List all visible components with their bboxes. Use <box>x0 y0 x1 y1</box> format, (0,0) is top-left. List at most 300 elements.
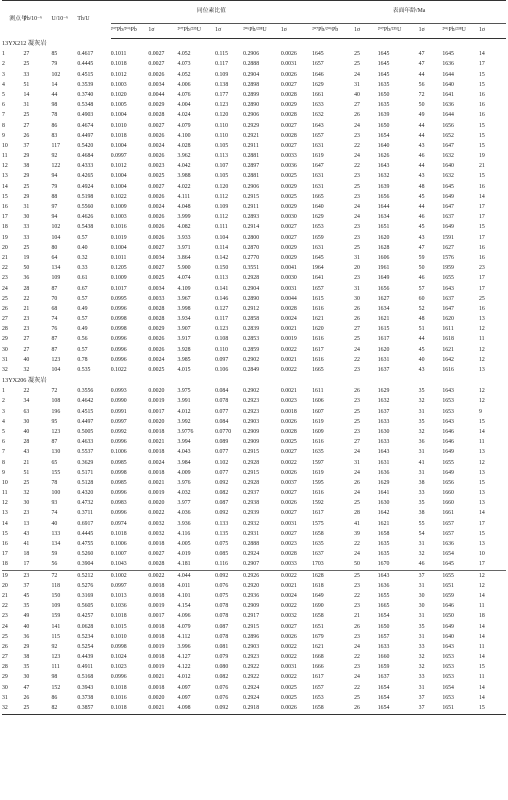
table-cell: 3.988 <box>177 173 191 180</box>
table-cell: 0.0029 <box>280 254 297 261</box>
table-cell: 47 <box>418 244 425 251</box>
table-cell: 0.2870 <box>243 244 260 251</box>
table-cell: 0.077 <box>215 469 229 476</box>
table-cell: 0.0032 <box>148 530 165 537</box>
table-cell: 0.2903 <box>243 643 260 650</box>
table-cell: 0.078 <box>215 613 229 620</box>
table-cell: 102 <box>51 224 61 231</box>
table-cell: 1636 <box>377 582 390 589</box>
table-cell: 0.104 <box>215 234 229 241</box>
table-cell: 1654 <box>377 684 390 691</box>
table-cell: 12 <box>478 459 485 466</box>
table-cell: 0.097 <box>215 356 229 363</box>
table-cell: 0.0024 <box>280 316 297 323</box>
table-cell: 1645 <box>442 561 454 568</box>
table-cell: 1646 <box>442 603 454 610</box>
table-cell: 0.0020 <box>148 418 165 425</box>
table-cell: 31 <box>418 449 425 456</box>
table-cell: 0.5537 <box>77 449 94 456</box>
table-cell: 17 <box>478 61 485 68</box>
table-cell: 0.2922 <box>243 664 260 671</box>
table-cell: 24 <box>354 469 360 476</box>
table-cell: 56 <box>418 81 425 88</box>
table-cell: 0.112 <box>215 214 228 221</box>
table-cell: 92 <box>51 643 58 650</box>
table-cell: 76 <box>51 326 58 333</box>
table-cell: 0.2936 <box>243 592 260 599</box>
table-cell: 0.0033 <box>148 295 165 302</box>
table-cell: 0.0997 <box>110 153 127 160</box>
table-cell: 22 <box>354 654 360 661</box>
table-cell: 50 <box>418 102 425 109</box>
table-cell: 1620 <box>312 326 324 333</box>
table-cell: 23 <box>354 132 360 139</box>
table-cell: 1597 <box>312 459 324 466</box>
table-cell: 0.0985 <box>110 479 127 486</box>
table-cell: 0.084 <box>215 388 229 395</box>
table-cell: 43 <box>418 234 425 241</box>
table-cell: 14 <box>478 654 485 661</box>
table-cell: 97 <box>51 204 58 210</box>
table-cell: 1679 <box>312 633 324 640</box>
table-cell: 0.2888 <box>243 541 260 547</box>
table-cell: 26 <box>354 388 360 395</box>
table-cell: 1641 <box>442 91 454 98</box>
table-cell: 0.2922 <box>243 674 260 681</box>
table-cell: 0.0021 <box>148 674 165 681</box>
table-cell: 14 <box>478 193 485 200</box>
table-cell: 13 <box>478 469 485 476</box>
table-cell: 0.0021 <box>280 356 297 363</box>
table-cell: 0.0027 <box>280 122 297 129</box>
table-cell: 49 <box>418 112 425 119</box>
table-cell: 26 <box>2 643 8 650</box>
table-cell: 3.984 <box>177 459 191 466</box>
table-cell: 0.5171 <box>77 469 94 476</box>
table-cell: 0.0027 <box>280 224 297 231</box>
table-cell: 10 <box>2 479 8 486</box>
table-cell: 43 <box>418 173 425 180</box>
table-cell: 0.0033 <box>280 561 297 568</box>
table-cell: 1640 <box>442 163 454 170</box>
table-cell: 32 <box>2 704 24 715</box>
table-cell: 1659 <box>442 592 454 599</box>
table-cell: 0.0998 <box>110 326 127 333</box>
table-cell: 1609 <box>312 428 324 435</box>
table-cell: 0.0025 <box>280 694 297 701</box>
table-cell: 0.113 <box>215 153 228 160</box>
table-cell: 0.0026 <box>148 346 165 353</box>
table-cell: 33 <box>418 674 425 681</box>
table-cell: 0.0996 <box>110 336 127 343</box>
table-cell: 57 <box>418 285 425 292</box>
table-cell: 0.0025 <box>148 173 165 180</box>
table-cell: 1651 <box>312 623 324 630</box>
table-cell: 2 <box>2 398 5 405</box>
table-row <box>2 60 506 70</box>
table-cell: 0.4633 <box>77 439 94 446</box>
table-cell: 0.0018 <box>148 449 165 456</box>
table-cell: 31 <box>2 694 8 701</box>
table-cell: 0.2906 <box>243 112 260 119</box>
table-cell: 4.019 <box>177 551 191 558</box>
table-cell: 1631 <box>377 459 390 466</box>
table-cell: 26 <box>354 316 360 323</box>
table-row <box>2 633 506 643</box>
table-cell: 0.117 <box>215 316 228 323</box>
table-cell: 23 <box>2 275 8 282</box>
table-cell: 1658 <box>377 530 390 537</box>
table-cell: 0.0017 <box>148 613 165 620</box>
table-cell: 21 <box>23 459 30 466</box>
table-cell: 134 <box>51 265 61 272</box>
table-cell: 0.135 <box>215 530 229 537</box>
table-cell: 3.967 <box>177 295 191 302</box>
table-cell: 0.0996 <box>110 674 127 681</box>
table-cell: 0.0029 <box>280 204 297 210</box>
table-cell: 3.998 <box>177 305 191 312</box>
table-cell: 0.57 <box>77 316 88 323</box>
table-cell: 0.110 <box>215 122 228 129</box>
table-cell: 1634 <box>377 214 390 221</box>
table-cell: 0.3629 <box>77 459 94 466</box>
table-cell: 1621 <box>312 643 324 650</box>
table-cell: 1631 <box>312 244 324 251</box>
table-cell: 10 <box>478 551 485 558</box>
table-cell: 4.127 <box>177 654 191 661</box>
table-cell: 1645 <box>442 51 454 58</box>
table-cell: 0.1011 <box>110 254 127 261</box>
table-cell: 0.0018 <box>148 428 165 435</box>
table-cell: 31 <box>2 356 8 363</box>
table-cell: 133 <box>51 530 61 537</box>
table-cell: 0.0032 <box>148 520 165 527</box>
table-cell: 1621 <box>442 346 454 353</box>
table-cell: 1650 <box>377 91 390 98</box>
table-cell: 0.1018 <box>111 704 149 715</box>
table-row <box>2 81 506 91</box>
table-cell: 1964 <box>312 265 324 272</box>
table-cell: 26 <box>354 623 360 630</box>
table-row <box>2 152 506 162</box>
table-cell: 70 <box>51 295 58 302</box>
table-cell: 0.4732 <box>77 500 94 507</box>
table-cell: 0.0041 <box>280 265 297 272</box>
table-cell: 22 <box>354 163 360 170</box>
table-cell: 0.0018 <box>148 633 165 640</box>
table-cell: 0.0974 <box>110 520 127 527</box>
table-cell: 23 <box>354 193 360 200</box>
table-cell: 0.4515 <box>77 71 94 78</box>
table-cell: 18 <box>478 613 485 620</box>
table-cell: 30 <box>2 346 8 353</box>
table-cell: 0.2906 <box>243 51 260 58</box>
table-cell: 1653 <box>442 664 454 671</box>
table-cell: 0.0019 <box>148 664 165 671</box>
table-cell: 0.1019 <box>110 234 127 241</box>
table-cell: 45 <box>23 592 30 599</box>
table-cell: 9 <box>2 132 5 139</box>
table-cell: 1643 <box>442 285 454 292</box>
sample-heading-row <box>2 376 506 387</box>
table-cell: 0.2928 <box>243 275 260 282</box>
table-cell: 1657 <box>312 285 324 292</box>
table-cell: 0.085 <box>215 551 229 558</box>
table-cell: 23 <box>354 275 360 282</box>
table-cell: 134 <box>51 541 61 547</box>
table-cell: 1649 <box>442 224 454 231</box>
table-row <box>2 560 506 571</box>
table-cell: 27 <box>2 654 8 661</box>
table-cell: 0.087 <box>215 623 229 630</box>
table-cell: 0.0021 <box>280 326 297 333</box>
table-cell: 1592 <box>312 500 324 507</box>
header-thu: Th/U <box>77 1 110 39</box>
table-cell: 0.3169 <box>77 592 94 599</box>
table-cell: 16 <box>478 244 485 251</box>
table-cell: 3.936 <box>177 520 191 527</box>
table-cell: 19 <box>478 153 485 160</box>
table-cell: 94 <box>51 173 58 180</box>
table-cell: 150 <box>51 592 61 599</box>
table-cell: 0.120 <box>215 112 229 119</box>
table-cell: 1655 <box>442 571 479 582</box>
table-cell: 1620 <box>377 346 390 353</box>
table-cell: 0.56 <box>77 336 88 343</box>
table-cell: 16 <box>478 102 485 109</box>
table-cell: 0.1018 <box>110 613 127 620</box>
table-cell: 1659 <box>377 664 390 671</box>
table-cell: 4.097 <box>177 694 191 701</box>
table-cell: 24 <box>2 285 8 292</box>
table-cell: 2 <box>2 61 5 68</box>
table-cell: 43 <box>418 367 425 373</box>
table-cell: 0.141 <box>215 285 229 292</box>
table-cell: 0.0028 <box>148 561 165 568</box>
table-cell: 52 <box>418 305 425 312</box>
table-cell: 4.074 <box>177 275 191 282</box>
table-cell: 0.1022 <box>110 193 127 200</box>
table-cell: 78 <box>51 479 58 486</box>
table-cell: 0.0021 <box>280 388 297 395</box>
table-cell: 0.0028 <box>280 91 297 98</box>
table-cell: 31 <box>23 204 30 210</box>
table-cell: 1690 <box>312 603 324 610</box>
table-cell: 21 <box>23 305 30 312</box>
table-cell: 11 <box>478 603 485 610</box>
table-cell: 0.0018 <box>148 623 165 630</box>
table-cell: 0.0031 <box>280 520 297 527</box>
table-cell: 95 <box>51 418 58 425</box>
table-row <box>2 223 506 233</box>
table-cell: 0.2926 <box>243 571 281 582</box>
table-cell: 0.0029 <box>148 102 165 109</box>
table-cell: 37 <box>419 704 443 715</box>
table-cell: 0.0018 <box>148 469 165 476</box>
table-cell: 87 <box>51 336 58 343</box>
table-row <box>2 418 506 428</box>
table-cell: 0.0018 <box>148 654 165 661</box>
table-cell: 23 <box>354 664 360 671</box>
table-cell: 0.1012 <box>110 163 127 170</box>
table-cell: 1626 <box>377 153 390 160</box>
table-cell: 16 <box>2 541 8 547</box>
table-cell: 33 <box>418 643 425 650</box>
table-cell: 0.2923 <box>243 654 260 661</box>
table-cell: 0.111 <box>215 224 228 231</box>
table-cell: 25 <box>23 112 30 119</box>
table-cell: 0.1023 <box>110 664 127 671</box>
table-cell: 0.2917 <box>243 613 260 620</box>
table-cell: 29 <box>23 153 30 160</box>
table-cell: 1637 <box>312 551 324 558</box>
table-cell: 40 <box>23 356 30 363</box>
table-cell: 4.004 <box>177 102 191 109</box>
table-cell: 0.4257 <box>77 613 94 620</box>
table-cell: 40 <box>23 428 30 435</box>
table-cell: 0.2937 <box>243 490 260 497</box>
table-cell: 46 <box>418 153 425 160</box>
table-cell: 1621 <box>377 520 390 527</box>
table-cell: 0.1020 <box>110 91 127 98</box>
table-cell: 4.009 <box>177 469 191 476</box>
header-sigma: 1σ <box>215 24 243 39</box>
table-cell: 1637 <box>377 674 390 681</box>
table-row <box>2 438 506 448</box>
table-cell: 1631 <box>312 183 324 190</box>
table-cell: 3.928 <box>177 346 191 353</box>
table-cell: 1617 <box>312 346 324 353</box>
table-cell: 14 <box>51 81 58 88</box>
header-sigma: 1σ <box>148 24 177 39</box>
table-cell: 40 <box>51 520 58 527</box>
table-cell: 0.082 <box>215 490 229 497</box>
table-cell: 30 <box>23 214 30 221</box>
table-cell: 1652 <box>442 132 454 139</box>
table-cell: 15 <box>478 224 485 231</box>
table-cell: 38 <box>23 654 30 661</box>
table-cell: 3.933 <box>177 234 191 241</box>
table-cell: 0.0028 <box>148 316 165 323</box>
table-row <box>2 704 506 715</box>
table-cell: 0.0027 <box>148 183 165 190</box>
table-cell: 1634 <box>377 305 390 312</box>
table-body <box>2 39 506 715</box>
table-cell: 1618 <box>442 336 454 343</box>
table-cell: 43 <box>418 142 425 149</box>
table-cell: 38 <box>418 479 425 486</box>
table-cell: 0.082 <box>215 674 229 681</box>
table-cell: 3.917 <box>177 336 191 343</box>
table-cell: 19 <box>2 571 24 582</box>
table-row <box>2 407 506 417</box>
table-cell: 1647 <box>442 142 454 149</box>
table-cell: 104 <box>51 234 61 241</box>
table-cell: 0.4497 <box>77 132 94 139</box>
table-cell: 25 <box>2 633 8 640</box>
table-cell: 1611 <box>442 326 454 333</box>
table-row <box>2 540 506 550</box>
table-cell: 1657 <box>377 633 390 640</box>
table-cell: 39 <box>354 530 360 537</box>
table-cell: 3.999 <box>177 214 191 221</box>
table-cell: 1628 <box>312 571 354 582</box>
table-cell: 0.0019 <box>280 336 297 343</box>
table-cell: 196 <box>51 408 61 415</box>
table-cell: 12 <box>478 398 485 405</box>
table-row <box>2 50 506 60</box>
table-cell: 12 <box>478 346 485 353</box>
table-cell: 0.40 <box>77 244 88 251</box>
table-cell: 68 <box>51 305 58 312</box>
table-cell: 50 <box>354 561 360 568</box>
table-cell: 79 <box>51 61 58 68</box>
table-cell: 23 <box>23 316 30 323</box>
table-cell: 0.2859 <box>243 346 260 353</box>
table-cell: 1654 <box>378 704 419 715</box>
table-cell: 22 <box>2 603 8 610</box>
table-cell: 0.0026 <box>148 224 165 231</box>
table-cell: 1633 <box>377 439 390 446</box>
table-cell: 0.2902 <box>243 356 260 363</box>
table-cell: 26 <box>23 132 30 139</box>
table-cell: 88 <box>51 193 58 200</box>
table-cell: 18 <box>2 561 8 568</box>
table-cell: 4.079 <box>177 122 191 129</box>
table-row <box>2 315 506 325</box>
table-cell: 13 <box>478 449 485 456</box>
table-cell: 13 <box>478 500 485 507</box>
table-cell: 0.110 <box>215 132 228 139</box>
table-cell: 0.2932 <box>243 520 260 527</box>
table-cell: 4.181 <box>177 561 191 568</box>
table-cell: 3.977 <box>177 500 191 507</box>
table-cell: 15 <box>478 142 485 149</box>
table-cell: 1633 <box>377 643 390 650</box>
table-cell: 0.2849 <box>243 367 260 373</box>
table-cell: 20 <box>2 582 8 589</box>
table-cell: 4.111 <box>177 193 191 200</box>
table-cell: 29 <box>2 674 8 681</box>
table-cell: 28 <box>23 285 30 292</box>
table-cell: 0.0021 <box>148 704 177 715</box>
table-cell: 19 <box>23 254 30 261</box>
table-cell: 1649 <box>442 469 454 476</box>
table-cell: 17 <box>2 551 8 558</box>
table-cell: 0.2914 <box>243 224 260 231</box>
table-cell: 17 <box>478 561 485 568</box>
table-cell: 79 <box>51 183 58 190</box>
table-cell: 0.2912 <box>243 305 260 312</box>
table-cell: 0.0024 <box>280 592 297 599</box>
table-cell: 15 <box>478 132 485 139</box>
table-cell: 1617 <box>377 336 390 343</box>
table-cell: 0.1005 <box>110 102 127 109</box>
table-cell: 1635 <box>377 102 390 109</box>
table-cell: 7 <box>2 449 5 456</box>
table-cell: 40 <box>418 356 425 363</box>
table-cell: 0.4911 <box>77 664 94 671</box>
table-cell: 0.0017 <box>148 408 165 415</box>
table-cell: 1595 <box>312 479 324 486</box>
table-cell: 92 <box>51 153 58 160</box>
header-age-206-238: ²⁰⁶Pb/²³⁸U <box>442 24 479 39</box>
table-cell: 0.5420 <box>77 142 94 149</box>
table-row <box>2 397 506 407</box>
table-cell: 1653 <box>442 398 454 405</box>
table-cell: 0.2890 <box>243 102 260 109</box>
table-cell: 0.092 <box>215 510 229 517</box>
